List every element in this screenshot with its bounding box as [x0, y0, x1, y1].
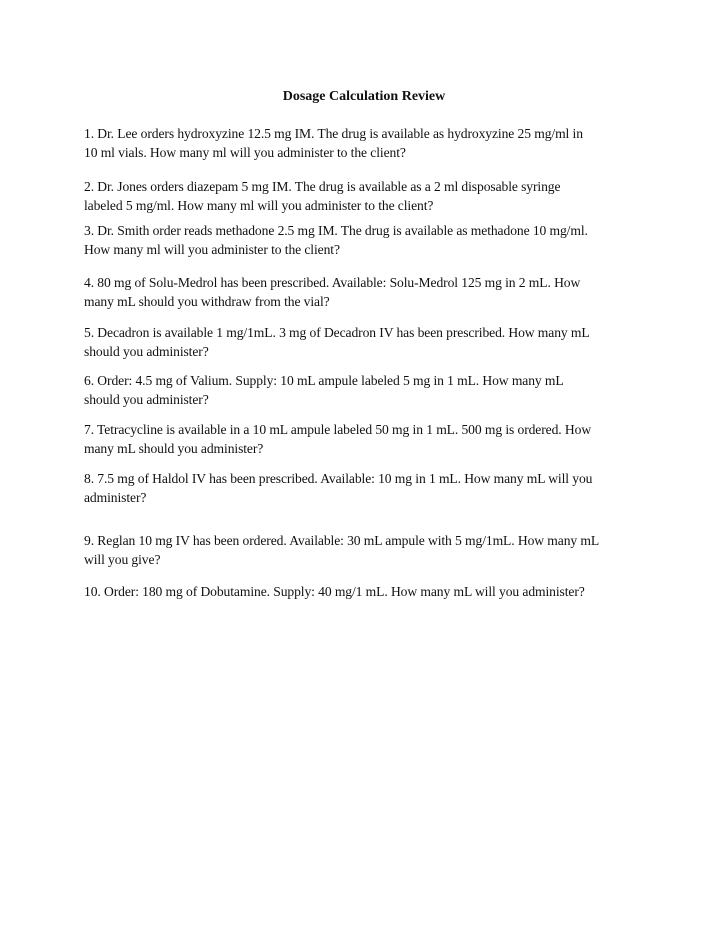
question-4: 4. 80 mg of Solu-Medrol has been prescribed. Available: Solu-Medrol 125 mg in 2 mL. How many mL should you withdraw from the vial?: [84, 275, 581, 309]
question-3: 3. Dr. Smith order reads methadone 2.5 mg IM. The drug is available as methadone 10 mg/ml. How many ml will you administer to the client?: [84, 223, 588, 257]
question-6: 6. Order: 4.5 mg of Valium. Supply: 10 mL ampule labeled 5 mg in 1 mL. How many mL should you administer?: [84, 373, 564, 407]
question-10: 10. Order: 180 mg of Dobutamine. Supply: 40 mg/1 mL. How many mL will you administer?: [84, 584, 585, 599]
question-5: 5. Decadron is available 1 mg/1mL. 3 mg of Decadron IV has been prescribed. How many mL should you administer?: [84, 325, 590, 359]
question-7: 7. Tetracycline is available in a 10 mL ampule labeled 50 mg in 1 mL. 500 mg is ordered. How many mL should you administer?: [84, 422, 592, 456]
question-8: 8. 7.5 mg of Haldol IV has been prescribed. Available: 10 mg in 1 mL. How many mL will you administer?: [84, 471, 593, 505]
question-2: 2. Dr. Jones orders diazepam 5 mg IM. The drug is available as a 2 ml disposable syringe labeled 5 mg/ml. How many ml will you administer to the client?: [84, 179, 561, 213]
question-1: 1. Dr. Lee orders hydroxyzine 12.5 mg IM. The drug is available as hydroxyzine 25 mg/ml in 10 ml vials. How many ml will you administer to the client?: [84, 126, 583, 160]
document-title: Dosage Calculation Review: [282, 89, 446, 104]
question-9: 9. Reglan 10 mg IV has been ordered. Available: 30 mL ampule with 5 mg/1mL. How many mL will you give?: [84, 533, 600, 567]
